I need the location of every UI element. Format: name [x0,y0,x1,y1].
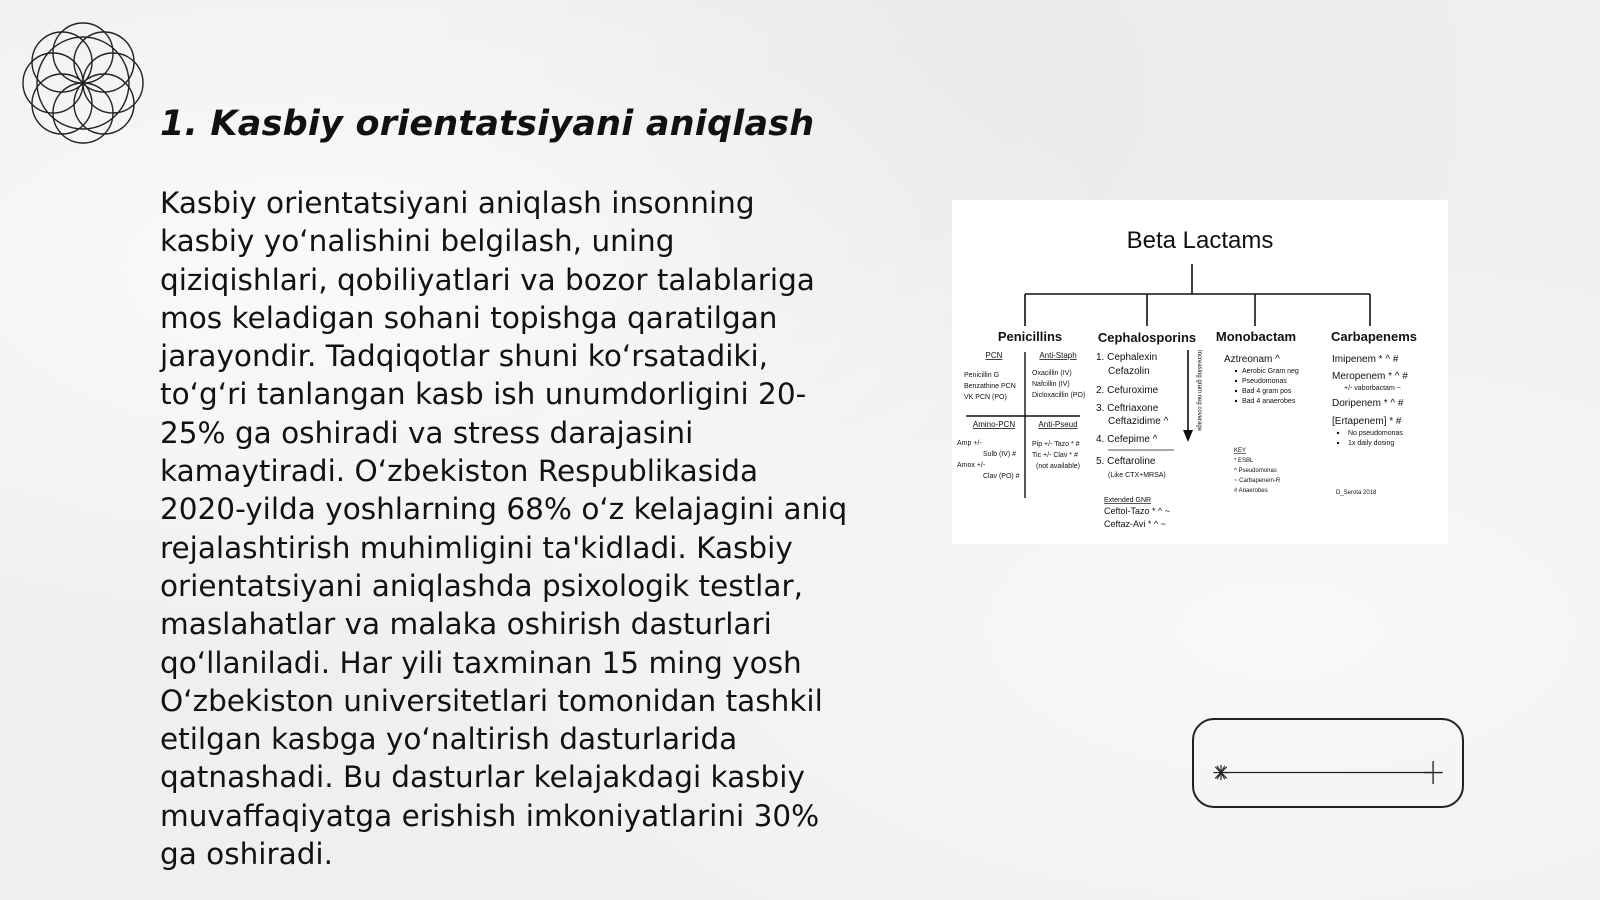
antistaph-item: Nafcillin (IV) [1032,381,1070,388]
pcn-item: VK PCN (PO) [964,394,1007,401]
carbapenem-item: Imipenem * ^ # [1332,354,1399,365]
carbapenem-item: [Ertapenem] * # [1332,416,1402,427]
antistaph-item: Dicloxacillin (PO) [1032,392,1086,399]
carbapenem-item: Doripenem * ^ # [1332,398,1404,409]
ceph-item: 4. Cefepime ^ [1096,434,1158,445]
carbapenem-item: Meropenem * ^ # [1332,371,1408,382]
monobactam-drug: Aztreonam ^ [1224,354,1280,365]
header-monobactam: Monobactam [1215,329,1297,344]
ceph-item: 1. Cephalexin [1096,352,1158,363]
decorative-frame [1192,718,1464,808]
header-carbapenems: Carbapenems [1331,329,1417,344]
extended-item: Ceftaz-Avi * ^ ~ [1104,519,1166,529]
antipseud-label: Anti-Pseud [1038,420,1078,429]
monobactam-bullet: Pseudomonas [1242,378,1287,385]
extended-item: Ceftol-Tazo * ^ ~ [1104,506,1171,516]
header-cephalosporins: Cephalosporins [1097,330,1197,345]
ceph-item: 2. Cefuroxime [1096,385,1159,396]
monobactam-bullet: Aerobic Gram neg [1242,368,1299,375]
gram-neg-arrow-icon [1183,350,1193,442]
circle-ornament-icon [8,8,158,158]
pcn-label: PCN [985,351,1003,360]
slide-title: 1. Kasbiy orientatsiyani aniqlash [160,104,815,144]
diagram-title: Beta Lactams [1126,227,1274,254]
antistaph-item: Oxacillin (IV) [1032,370,1072,377]
pcn-item: Benzathine PCN [964,383,1016,390]
aminopcn-item: Sulb (IV) # [983,451,1017,458]
arrow-label: Increasing gram neg coverage [1196,350,1202,432]
monobactam-bullet: Bad 4 anaerobes [1242,398,1296,405]
ceph-item: Cefazolin [1108,366,1150,377]
key-item: ~ Carbapenem-R [1234,478,1281,484]
ceph-item: 3. Ceftriaxone [1096,403,1159,414]
aminopcn-item: Amox +/- [957,462,986,469]
key-item: * ESBL [1234,458,1254,464]
ceph-item: Ceftazidime ^ [1108,416,1169,427]
beta-lactams-diagram [952,200,1448,544]
monobactam-bullet: Bad 4 gram pos [1242,388,1292,395]
sparkle-icon [1213,765,1228,780]
carbapenem-bullet: No pseudomonas [1348,430,1403,437]
carbapenem-item: +/- vaborbactam ~ [1344,385,1401,392]
slide-body-text: Kasbiy orientatsiyani aniqlash insonning kasbiy yo‘nalishini belgilash, uning qiziqishlari, qobiliyatlari va bozor talablariga mos keladigan sohani topishga qaratilgan jarayondir. Tadqiqotlar shuni ko‘rsatadiki, to‘g‘ri tanlangan kasb ish unumdorligini 20-25% ga oshiradi va stress darajasini kamaytiradi. O‘zbekiston Respublikasida 2020-yilda yoshlarning 68% o‘z kelajagini aniq rejalashtirish muhimligini ta'kidladi. Kasbiy orientatsiyani aniqlashda psixologik testlar, maslahatlar va malaka oshirish dasturlari qo‘llaniladi. Har yili taxminan 15 ming yosh O‘zbekiston universitetlari tomonidan tashkil etilgan kasbga yo‘naltirish dasturlarida qatnashadi. Bu dasturlar kelajakdagi kasbiy muvaffaqiyatga erishish imkoniyatlarini 30% ga oshiradi. [160,186,848,872]
ceph-item: (Like CTX+MRSA) [1108,472,1166,479]
key-label: KEY [1234,448,1247,454]
aminopcn-item: Clav (PO) # [983,473,1020,480]
aminopcn-label: Amino-PCN [972,420,1016,429]
antipseud-item: Pip +/- Tazo * # [1032,441,1080,448]
aminopcn-item: Amp +/- [957,440,982,447]
star-point-icon [1424,761,1443,784]
figure-credit: D_Serota 2018 [1336,490,1377,496]
extended-gnr-label: Extended GNR [1104,497,1152,504]
carbapenem-bullet: 1x daily dosing [1348,440,1395,447]
ceph-item: 5. Ceftaroline [1096,456,1156,467]
tree-connectors [1025,264,1370,326]
key-item: # Anaerobes [1234,488,1268,494]
antipseud-item: (not available) [1036,463,1080,470]
pcn-item: Penicillin G [964,372,1000,379]
header-penicillins: Penicillins [997,329,1063,344]
key-item: ^ Pseudomonas [1234,468,1277,474]
antistaph-label: Anti-Staph [1039,351,1077,360]
antipseud-item: Tic +/- Clav * # [1032,452,1078,459]
